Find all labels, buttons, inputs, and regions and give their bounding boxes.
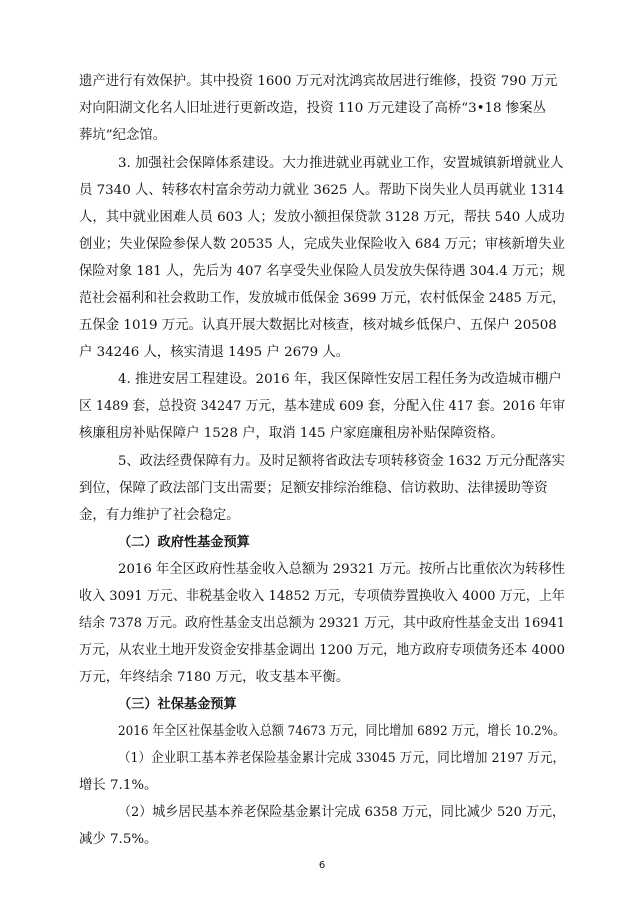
text-line [0, 312, 644, 339]
text-line [0, 448, 644, 475]
text-line [0, 799, 644, 826]
text-line [0, 150, 644, 177]
text-span: 核廉租房补贴保障户 1528 户，取消 145 户家庭廉租房补贴保障资格。 [79, 426, 504, 441]
text-span: （2）城乡居民基本养老保险基金累计完成 6358 万元，同比减少 520 万元， [118, 805, 566, 820]
text-span: 遗产进行有效保护。其中投资 1600 万元对沈鸿宾故居进行维修，投资 790 万元 [79, 74, 558, 89]
text-line [0, 637, 644, 664]
text-span: 区 1489 套，总投资 34247 万元，基本建成 609 套，分配入住 417 套。2016 年审 [79, 399, 566, 414]
text-line [0, 285, 644, 312]
text-span: 金，有力维护了社会稳定。 [79, 508, 240, 523]
section-heading [0, 529, 644, 556]
text-span: 5、政法经费保障有力。及时足额将省政法专项转移资金 1632 万元分配落实 [118, 454, 565, 469]
text-span: 收入 3091 万元、非税基金收入 14852 万元，专项债券置换收入 4000 万元，上年 [79, 589, 565, 604]
text-span: 葬坑”纪念馆。 [79, 128, 167, 143]
text-line [0, 204, 644, 231]
text-line [0, 366, 644, 393]
text-span: 3. 加强社会保障体系建设。大力推进就业再就业工作，安置城镇新增就业人 [118, 156, 564, 171]
text-line [0, 502, 644, 529]
text-line [0, 772, 644, 799]
text-span: 4. 推进安居工程建设。2016 年，我区保障性安居工程任务为改造城市棚户 [118, 372, 562, 387]
text-span: 2016 年全区社保基金收入总额 74673 万元，同比增加 6892 万元，增长 10.2%。 [118, 724, 565, 739]
text-span: 万元，年终结余 7180 万元，收支基本平衡。 [79, 670, 350, 685]
page-number: 6 [318, 860, 326, 871]
text-span: 户 34246 人，核实清退 1495 户 2679 人。 [79, 345, 350, 360]
text-line [0, 475, 644, 502]
section-heading-text: （二）政府性基金预算 [118, 535, 250, 550]
text-line [0, 393, 644, 420]
text-span: 人，其中就业困难人员 603 人；发放小额担保贷款 3128 万元，帮扶 540 人成功 [79, 210, 565, 225]
section-heading-text: （三）社保基金预算 [118, 697, 237, 712]
text-line [0, 231, 644, 258]
text-span: 结余 7378 万元。政府性基金支出总额为 29321 万元，其中政府性基金支出 16941 [79, 616, 565, 631]
text-span: 五保金 1019 万元。认真开展大数据比对核查，核对城乡低保户、五保户 20508 [79, 318, 557, 333]
text-span: 2016 年全区政府性基金收入总额为 29321 万元。按所占比重依次为转移性 [118, 562, 565, 577]
text-span: 创业；失业保险参保人数 20535 人，完成失业保险收入 684 万元；审核新增失业 [79, 237, 565, 252]
text-span: 范社会福利和社会救助工作，发放城市低保金 3699 万元，农村低保金 2485 万元， [79, 291, 565, 306]
text-span: 保险对象 181 人，先后为 407 名享受失业保险人员发放失保待遇 304.4 万元；规 [79, 264, 566, 279]
text-line [0, 177, 644, 204]
text-line [0, 68, 644, 95]
text-line [0, 583, 644, 610]
text-span: 万元，从农业土地开发资金安排基金调出 1200 万元，地方政府专项债务还本 4000 [79, 643, 565, 658]
text-span: 对向阳湖文化名人旧址进行更新改造，投资 110 万元建设了高桥“3•18 惨案丛 [79, 101, 546, 116]
text-line [0, 95, 644, 122]
text-line [0, 556, 644, 583]
text-span: 增长 7.1%。 [79, 778, 158, 793]
text-line [0, 745, 644, 772]
text-line [0, 610, 644, 637]
text-line [0, 122, 644, 149]
text-line [0, 420, 644, 447]
section-heading [0, 691, 644, 718]
text-line [0, 664, 644, 691]
text-span: 到位，保障了政法部门支出需要；足额安排综治维稳、信访救助、法律援助等资 [79, 481, 548, 496]
text-line [0, 718, 644, 745]
text-line [0, 826, 644, 853]
text-span: 减少 7.5%。 [79, 832, 158, 847]
text-line [0, 339, 644, 366]
text-span: （1）企业职工基本养老保险基金累计完成 33045 万元，同比增加 2197 万元， [118, 751, 566, 766]
text-span: 员 7340 人、转移农村富余劳动力就业 3625 人。帮助下岗失业人员再就业 1314 [79, 183, 565, 198]
text-line [0, 258, 644, 285]
